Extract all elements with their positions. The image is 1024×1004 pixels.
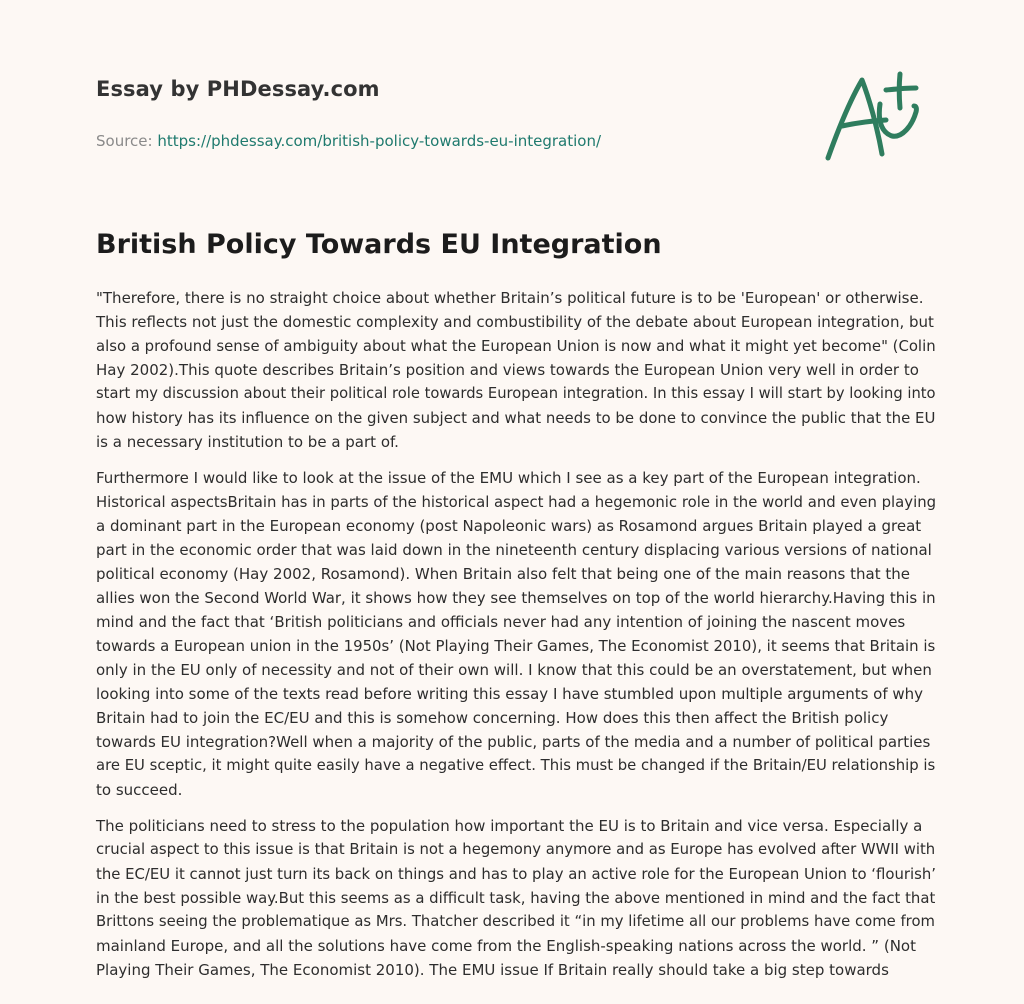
text-line: a dominant part in the European economy (post Napoleonic wars) as Rosamond argues Britain played a great xyxy=(96,517,922,535)
text-line: how history has its influence on the given subject and what needs to be done to convince the public that the EU xyxy=(96,409,936,427)
essay-paragraph xyxy=(96,286,936,454)
text-line: The politicians need to stress to the population how important the EU is to Britain and vice versa. Especially a xyxy=(96,817,923,835)
text-line: part in the economic order that was laid down in the nineteenth century displacing various versions of national xyxy=(96,541,932,559)
text-line: towards EU integration?Well when a majority of the public, parts of the media and a number of political parties xyxy=(96,733,931,751)
source-line xyxy=(96,131,796,151)
text-line: the EC/EU it cannot just turn its back on things and has to play an active role for the European Union to ‘flourish’ xyxy=(96,865,937,883)
essay-title: British Policy Towards EU Integration xyxy=(96,229,662,260)
text-line: mind and the fact that ‘British politicians and officials never had any intention of joining the nascent moves xyxy=(96,613,906,631)
text-line: political economy (Hay 2002, Rosamond). When Britain also felt that being one of the main reasons that the xyxy=(96,565,910,583)
text-line: This reflects not just the domestic complexity and combustibility of the debate about European integration, but xyxy=(96,313,934,331)
text-line: only in the EU only of necessity and not of their own will. I know that this could be an overstatement, but when xyxy=(96,661,932,679)
text-line: looking into some of the texts read before writing this essay I have stumbled upon multiple arguments of why xyxy=(96,685,924,703)
text-line: also a profound sense of ambiguity about what the European Union is now and what it might yet become" (Colin xyxy=(96,337,936,355)
text-line: allies won the Second World War, it shows how they see themselves on top of the world hierarchy.Having this in xyxy=(96,589,936,607)
essay-paragraph xyxy=(96,814,936,982)
text-line: are EU sceptic, it might quite easily have a negative effect. This must be changed if the Britain/EU relationship is xyxy=(96,757,936,774)
text-line: is a necessary institution to be a part of. xyxy=(96,433,399,451)
source-label: Source: xyxy=(96,132,153,150)
text-line: crucial aspect to this issue is that Britain is not a hegemony anymore and as Europe has evolved after WWII with xyxy=(96,841,936,858)
text-line: Historical aspectsBritain has in parts of the historical aspect had a hegemonic role in the world and even playing xyxy=(96,493,937,511)
text-line: mainland Europe, and all the solutions have come from the English-speaking nations across the world. ” (Not xyxy=(96,937,916,955)
text-line: towards a European union in the 1950s’ (Not Playing Their Games, The Economist 2010), it seems that Britain is xyxy=(96,637,936,655)
essay-paragraph xyxy=(96,466,936,802)
text-line: to succeed. xyxy=(96,781,183,799)
text-line: Britain had to join the EC/EU and this is somehow concerning. How does this then affect the British policy xyxy=(96,709,889,727)
text-line: "Therefore, there is no straight choice about whether Britain’s political future is to be 'European' or otherwise. xyxy=(96,289,924,307)
text-line: Brittons seeing the problematique as Mrs. Thatcher described it “in my lifetime all our problems have come from xyxy=(96,913,935,930)
text-line: start my discussion about their political role towards European integration. In this essay I will start by looking into xyxy=(96,385,936,402)
source-link[interactable]: https://phdessay.com/british-policy-towards-eu-integration/ xyxy=(157,132,602,150)
text-line: in the best possible way.But this seems as a difficult task, having the above mentioned in mind and the fact that xyxy=(96,889,936,907)
text-line: Furthermore I would like to look at the issue of the EMU which I see as a key part of the European integration. xyxy=(96,469,921,487)
site-title: Essay by PHDessay.com xyxy=(96,77,380,101)
text-line: Playing Their Games, The Economist 2010). The EMU issue If Britain really should take a big step towards xyxy=(96,961,889,979)
essay-body xyxy=(96,286,936,994)
page-header xyxy=(96,74,796,151)
text-line: Hay 2002).This quote describes Britain’s position and views towards the European Union very well in order to xyxy=(96,361,919,379)
a-plus-grade-icon xyxy=(822,68,928,164)
